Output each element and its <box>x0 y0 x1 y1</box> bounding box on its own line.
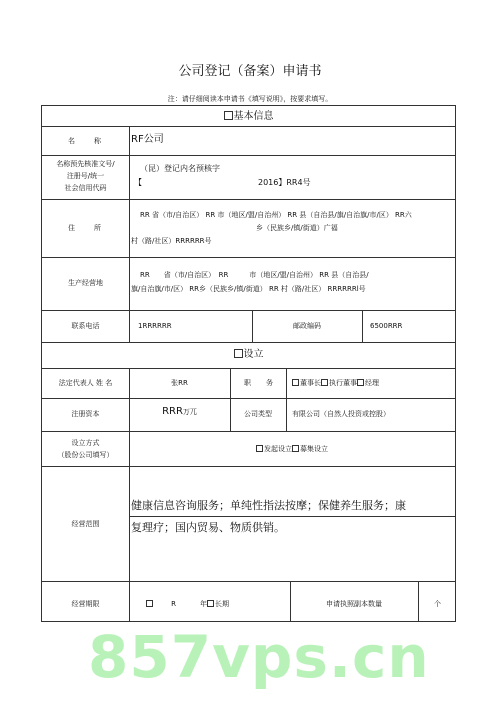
checkbox-icon[interactable] <box>292 379 299 386</box>
checkbox-icon[interactable] <box>292 445 299 452</box>
row-divider <box>42 431 455 432</box>
setup-method-options: 发起设立 募集设立 <box>129 444 455 454</box>
residence-label-char2: 所 <box>94 224 101 232</box>
checkbox-icon[interactable] <box>207 600 214 607</box>
col-divider <box>418 581 419 621</box>
capital-label: 注册资本 <box>71 410 100 418</box>
copies-unit: 个 <box>434 600 441 608</box>
col-divider <box>362 310 363 342</box>
phone-value: 1RRRRRR <box>138 322 172 330</box>
row-divider <box>42 368 455 369</box>
prename-value-line2: 2016】RR4号 <box>258 178 311 187</box>
setup-method-label-line1: 设立方式 <box>71 439 100 447</box>
residence-line2: 乡（民族乡/镇/街道）广福 <box>256 224 338 232</box>
prename-value-line1: （昆）登记内名预核字 <box>140 164 220 173</box>
form-title: 公司登记（备案）申请书 <box>178 64 322 79</box>
checkbox-icon[interactable] <box>146 600 153 607</box>
residence-line3: 村（路/社区）RRRRRR号 <box>131 237 212 245</box>
checkbox-icon <box>234 349 243 358</box>
company-type-label: 公司类型 <box>244 410 272 418</box>
capital-value: RRR万兀 <box>162 406 197 417</box>
position-label-char2: 务 <box>266 379 273 387</box>
row-divider <box>42 398 455 399</box>
scope-label: 经营范围 <box>71 520 100 528</box>
scope-line1: 健康信息咨询服务；单纯性指法按摩；保健养生服务；康 <box>131 499 406 512</box>
term-value: R 年 长期 <box>146 599 229 609</box>
prename-label-line2: 注册号/统一 <box>66 172 105 180</box>
row-divider <box>42 126 455 127</box>
term-label: 经营期限 <box>71 600 100 608</box>
business-place-label: 生产经营地 <box>68 279 103 287</box>
col-divider <box>129 368 130 621</box>
company-type-value: 有限公司（自然人投资或控股） <box>292 410 390 418</box>
row-divider <box>42 199 455 200</box>
setup-method-label-line2: （股份公司填写） <box>57 451 114 459</box>
legal-rep-label: 法定代表人 姓 名 <box>58 379 113 387</box>
postcode-label: 邮政编码 <box>293 322 321 330</box>
residence-label-char1: 住 <box>68 224 75 232</box>
position-options: 董事长 执行董事 经理 <box>292 378 379 388</box>
watermark: 857vps.cn <box>88 623 430 691</box>
row-divider <box>42 155 455 156</box>
postcode-value: 6500RRR <box>370 322 403 330</box>
checkbox-icon[interactable] <box>357 379 364 386</box>
name-label-char1: 名 <box>68 137 75 145</box>
row-divider <box>42 257 455 258</box>
row-divider <box>42 466 455 467</box>
business-place-line1: RR 省（市/自治区） RR 市（地区/盟/自治州） RR 县（自治县/ <box>140 271 369 279</box>
scope-line2: 复理疗；国内贸易、物质供销。 <box>131 521 285 534</box>
checkbox-icon <box>224 111 233 120</box>
business-place-line2: 旗/自治旗/市/区） RR乡（民族乡/镇/街道） RR 村（路/社区） RRRRRRl号 <box>131 285 366 293</box>
scope-divider <box>129 516 455 517</box>
section-setup: 设立 <box>42 349 455 361</box>
row-divider <box>42 581 455 582</box>
name-label-char2: 称 <box>94 137 101 145</box>
checkbox-icon[interactable] <box>256 445 263 452</box>
row-divider <box>42 310 455 311</box>
col-divider <box>230 368 231 431</box>
prename-value-bracket: 【 <box>134 178 142 187</box>
row-divider <box>42 342 455 343</box>
copies-label: 申请执照副本数量 <box>326 600 382 608</box>
checkbox-icon[interactable] <box>321 379 328 386</box>
col-divider <box>286 368 287 431</box>
company-name-value: RF公司 <box>131 134 164 145</box>
legal-rep-value: 张RR <box>171 379 188 387</box>
section-basic-info: 基本信息 <box>42 111 455 123</box>
prename-label-line3: 社会信用代码 <box>64 184 107 192</box>
form-note: 注：请仔细阅读本申请书《填写说明》，按要求填写。 <box>167 95 333 103</box>
residence-line1: RR 省（市/自治区） RR 市（地区/盟/自治州） RR 县（自治县/旗/自治旗/市/区） RR六 <box>140 211 412 219</box>
phone-label: 联系电话 <box>71 322 100 330</box>
prename-label-line1: 名称预先核准文号/ <box>56 160 115 168</box>
application-form-table <box>41 105 456 622</box>
col-divider <box>129 126 130 342</box>
position-label-char1: 职 <box>244 379 251 387</box>
